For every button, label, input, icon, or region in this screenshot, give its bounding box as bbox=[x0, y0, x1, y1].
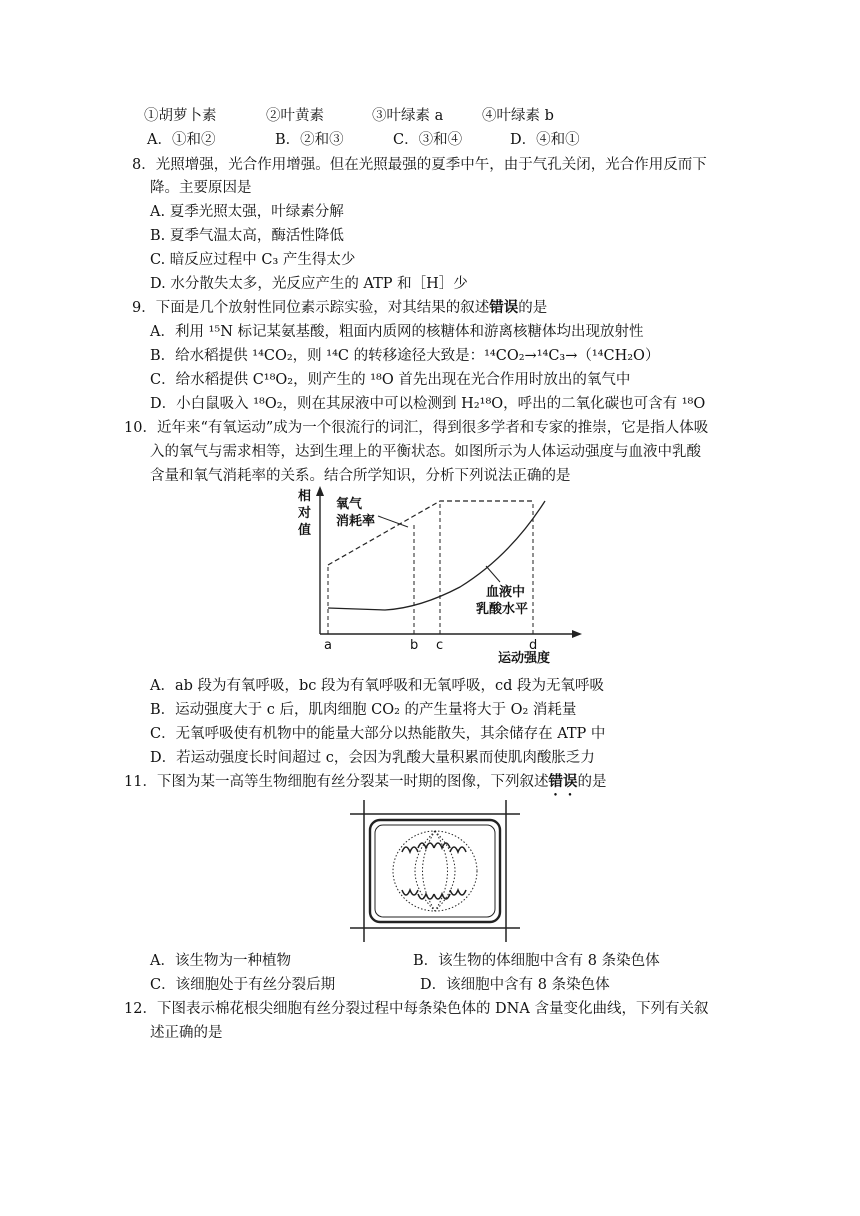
q9-stem: 9．下面是几个放射性同位素示踪实验，对其结果的叙述错误的是 bbox=[132, 299, 548, 316]
q9-option-d: D．小白鼠吸入 ¹⁸O₂，则在其尿液中可以检测到 H₂¹⁸O，呼出的二氧化碳也可含有 ¹⁸O bbox=[150, 396, 706, 412]
q11-cell-figure bbox=[350, 800, 520, 942]
upper-chromosomes bbox=[402, 843, 466, 852]
cell-membrane bbox=[370, 820, 500, 922]
q8-option-a: A. 夏季光照太强，叶绿素分解 bbox=[150, 204, 344, 220]
q7-option-c: C．③和④ bbox=[393, 132, 463, 148]
q8-option-d: D. 水分散失太多，光反应产生的 ATP 和［H］少 bbox=[150, 276, 468, 292]
q10-stem-line2: 入的氧气与需求相等，达到生理上的平衡状态。如图所示为人体运动强度与血液中乳酸 bbox=[150, 444, 701, 460]
ylabel-3: 值 bbox=[298, 523, 312, 538]
lactate-label-1: 血液中 bbox=[486, 585, 526, 600]
xlabel: 运动强度 bbox=[498, 651, 551, 664]
q9-option-c: C．给水稻提供 C¹⁸O₂，则产生的 ¹⁸O 首先出现在光合作用时放出的氧气中 bbox=[150, 372, 631, 388]
oxygen-label-2: 消耗率 bbox=[336, 514, 376, 529]
q11-emphasis: 错误 bbox=[548, 773, 578, 790]
q10-option-c: C．无氧呼吸使有机物中的能量大部分以热能散失，其余储存在 ATP 中 bbox=[150, 726, 606, 742]
tick-b: b bbox=[410, 638, 419, 653]
q11-option-b: B．该生物的体细胞中含有 8 条染色体 bbox=[413, 953, 660, 969]
y-axis-arrow bbox=[316, 486, 324, 496]
q8-option-b: B. 夏季气温太高，酶活性降低 bbox=[150, 228, 344, 244]
x-axis-arrow bbox=[572, 630, 582, 638]
q11-option-a: A．该生物为一种植物 bbox=[150, 953, 291, 969]
q7-option-b: B．②和③ bbox=[275, 132, 344, 148]
q8-option-c: C. 暗反应过程中 C₃ 产生得太少 bbox=[150, 252, 356, 268]
q7-item-3: ③叶绿素 a bbox=[372, 108, 444, 124]
q7-item-4: ④叶绿素 b bbox=[482, 108, 554, 124]
lactate-label-2: 乳酸水平 bbox=[476, 602, 529, 617]
ylabel-1: 相 bbox=[298, 489, 312, 504]
lower-chromosomes bbox=[402, 890, 466, 899]
q10-option-b: B．运动强度大于 c 后，肌肉细胞 CO₂ 的产生量将大于 O₂ 消耗量 bbox=[150, 702, 577, 718]
q9-option-a: A．利用 ¹⁵N 标记某氨基酸，粗面内质网的核糖体和游离核糖体均出现放射性 bbox=[150, 324, 644, 340]
q8-stem-line2: 降。主要原因是 bbox=[150, 180, 252, 196]
q11-stem: 11．下图为某一高等生物细胞有丝分裂某一时期的图像，下列叙述错误的是 bbox=[124, 773, 607, 790]
q7-option-a: A．①和② bbox=[147, 132, 216, 148]
q11-option-c: C．该细胞处于有丝分裂后期 bbox=[150, 977, 336, 993]
tick-c: c bbox=[436, 638, 444, 653]
q10-figure bbox=[290, 484, 590, 664]
q7-item-1: ①胡萝卜素 bbox=[144, 108, 217, 124]
tick-a: a bbox=[324, 638, 332, 653]
q10-stem-line3: 含量和氧气消耗率的关系。结合所学知识，分析下列说法正确的是 bbox=[150, 468, 571, 484]
q11-option-d: D．该细胞中含有 8 条染色体 bbox=[420, 977, 610, 993]
q12-stem-line1: 12．下图表示棉花根尖细胞有丝分裂过程中每条染色体的 DNA 含量变化曲线，下列有关叙 bbox=[124, 1001, 709, 1017]
q12-stem-line2: 述正确的是 bbox=[150, 1025, 223, 1041]
tick-d: d bbox=[529, 638, 538, 653]
q8-stem-line1: 8．光照增强，光合作用增强。但在光照最强的夏季中午，由于气孔关闭，光合作用反而下 bbox=[132, 157, 707, 173]
oxygen-pointer bbox=[378, 516, 408, 527]
q9-option-b: B．给水稻提供 ¹⁴CO₂，则 ¹⁴C 的转移途径大致是：¹⁴CO₂→¹⁴C₃→（¹⁴CH₂O） bbox=[150, 348, 660, 364]
q10-option-d: D．若运动强度长时间超过 c，会因为乳酸大量积累而使肌肉酸胀乏力 bbox=[150, 750, 595, 766]
ylabel-2: 对 bbox=[298, 506, 312, 521]
q7-item-2: ②叶黄素 bbox=[266, 108, 324, 124]
q10-stem-line1: 10．近年来“有氧运动”成为一个很流行的词汇，得到很多学者和专家的推崇，它是指人体吸 bbox=[124, 420, 709, 436]
q7-option-d: D．④和① bbox=[510, 132, 580, 148]
q9-emphasis: 错误 bbox=[489, 299, 519, 316]
oxygen-label-1: 氧气 bbox=[336, 497, 363, 512]
lactate-pointer bbox=[486, 566, 500, 582]
q10-option-a: A．ab 段为有氧呼吸，bc 段为有氧呼吸和无氧呼吸，cd 段为无氧呼吸 bbox=[150, 678, 605, 694]
